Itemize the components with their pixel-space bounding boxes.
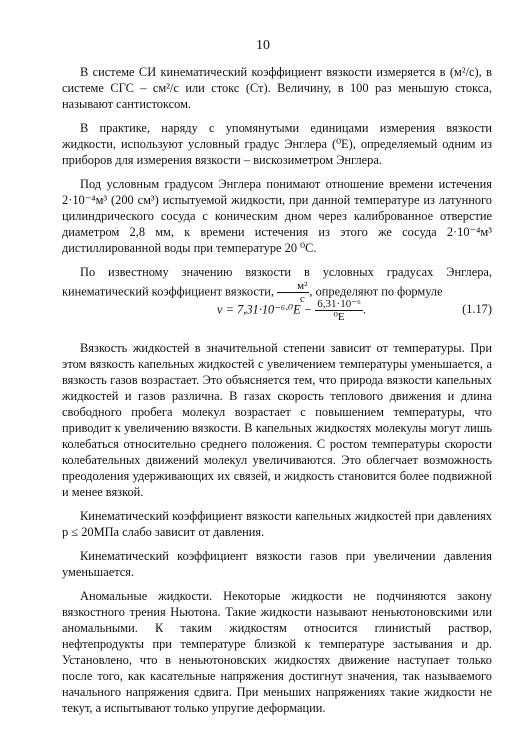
paragraph-si-units: В системе СИ кинематический коэффициент вязкости измеряется в (м²/с), в системе СГС – см²/с или стокс (Ст). Величину, в 100 раз меньшую стокса, называют сантистоксом. [62, 65, 492, 111]
paragraph-pressure-liquids: Кинематический коэффициент вязкости капельных жидкостей при давлениях p ≤ 20МПа слабо зависит от давления. [62, 509, 492, 539]
formula-expression [217, 298, 366, 323]
formula-1-17 [62, 292, 492, 326]
text-block-bottom [62, 340, 492, 724]
paragraph-temperature: Вязкость жидкостей в значительной степени зависит от температуры. При этом вязкость капельных жидкостей с увеличением температуры уменьшается, а вязкость газов возрастает. Это объясняется тем, что природа вязкости капельных жидкостей и газов различна. В газах скорость теплового движения и длина свободного пробега молекул возрастает с повышением температуры, что приводит к увеличению вязкости. В капельных жидкостях молекулы могут лишь колебаться относительно среднего положения. С ростом температуры скорости колебательных движений молекул увеличиваются. Это облегчает возможность преодоления удерживающих их связей, и жидкость становится более подвижной и менее вязкой. [62, 341, 492, 499]
units-numerator: м² [277, 280, 309, 293]
paragraph-engler-definition: Под условным градусом Энглера понимают отношение времени истечения 2·10⁻⁴м³ (200 см³) испытуемой жидкости, при данной температуре из латунного цилиндрического сосуда с коническим дном через калиброванное отверстие диаметром 2,8 мм, к времени истечения из этого же сосуда 2·10⁻⁴м³ дистиллированной воды при температуре 20 ⁰С. [62, 177, 492, 255]
formula-number: (1.17) [462, 302, 492, 316]
page-number: 10 [256, 38, 270, 53]
formula-denominator: ⁰Е [333, 311, 345, 323]
formula-left: ν = 7,31·10⁻⁶·⁰Е − [217, 302, 313, 317]
formula-right: . [362, 302, 366, 317]
formula-numerator: 6,31·10⁻⁶ [317, 298, 361, 310]
paragraph-pressure-gases: Кинематический коэффициент вязкости газов при увеличении давления уменьшается. [62, 549, 492, 579]
paragraph-engler-intro: В практике, наряду с упомянутыми единицами измерения вязкости жидкости, используют условный градус Энглера (⁰Е), определяемый одним из приборов для измерения вязкости – вискозиметром Энглера. [62, 121, 492, 167]
text-block-top [62, 64, 492, 313]
units-denominator: с [299, 293, 305, 305]
paragraph-anomalous: Аномальные жидкости. Некоторые жидкости не подчиняются закону вязкостного трения Ньютона. Такие жидкости называют неньютоновскими или аномальными. К таким жидкостям относится глинистый раствор, нефтепродукты при температуре близкой к температуре застывания и др. Установлено, что в неньютоновских жидкостях движение наступает только после того, как касательные напряжения достигнут значения, так называемого начального напряжения сдвига. При меньших напряжениях такие жидкости не текут, а испытывают только упругие деформации. [62, 589, 492, 715]
formula-fraction [315, 298, 363, 323]
formula-intro-tail: , определяют по формуле [309, 284, 443, 299]
formula-intro-text: По известному значению вязкости в условных градусах Энглера, кинематический коэффициент вязкости, [62, 265, 492, 299]
